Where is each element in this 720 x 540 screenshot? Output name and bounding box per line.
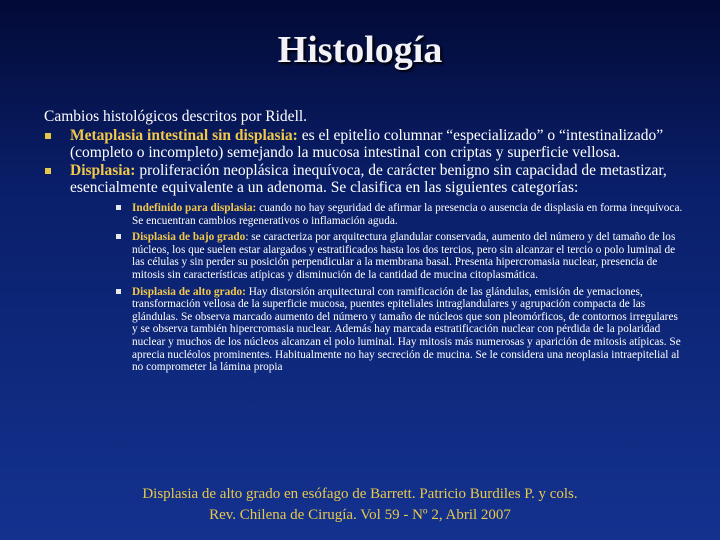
citation-line-1: Displasia de alto grado en esófago de Barrett. Patricio Burdiles P. y cols. — [142, 486, 578, 502]
sub-bullet-text: Hay distorsión arquitectural con ramificación de las glándulas, emisión de yemaciones, transformación vellosa de la superficie mucosa, puentes epiteliales intraglandulares y agrupación compacta de las glándulas. Se observa marcado aumento del número y tamaño de núcleos que son pleomórficos, de contornos irregulares y se observa también hipercromasia nuclear. Además hay marcada estratificación nuclear con pérdida de la polaridad nuclear y muchos de los núcleos alcanzan el polo luminal. Hay mitosis más numerosas y aparición de mitosis atípicas. Se aprecia nucléolos prominentes. Habitualmente no hay secreción de mucina. Se le considera una neoplasia intraepitelial al no comprometer la lámina propia — [132, 285, 681, 374]
square-bullet-icon — [116, 205, 121, 210]
square-bullet-icon — [116, 234, 121, 239]
bullet-displasia — [44, 162, 684, 196]
bullet-text: proliferación neoplásica inequívoca, de carácter benigno sin capacidad de metastizar, esencialmente equivalente a un adenoma. Se clasifica en las siguientes categorías: — [70, 162, 667, 196]
bullet-term: Displasia: — [70, 162, 136, 179]
sub-bullet-alto-grado — [116, 286, 686, 374]
intro-text: Cambios histológicos descritos por Ridell. — [44, 108, 308, 125]
bullet-metaplasia — [44, 127, 684, 161]
sub-bullet-text: cuando no hay seguridad de afirmar la presencia o ausencia de displasia en forma inequívoca. Se encuentran cambios regenerativos o inflamación aguda. — [132, 202, 683, 227]
square-bullet-icon — [45, 168, 51, 174]
bullet-term: Metaplasia intestinal sin displasia: — [70, 127, 298, 144]
sub-bullet-term: Displasia de bajo grado — [132, 231, 246, 244]
citation-line-2: Rev. Chilena de Cirugía. Vol 59 - Nº 2, Abril 2007 — [209, 507, 511, 523]
sub-bullet-term: Indefinido para displasia: — [132, 202, 257, 214]
sub-bullet-term: Displasia de alto grado: — [132, 285, 246, 298]
sub-bullet-bajo-grado — [116, 231, 686, 281]
sub-bullet-text: : se caracteriza por arquitectura glandular conservada, aumento del número y del tamaño de los núcleos, los que suelen estar alargados y estratificados hasta los dos tercios, pero sin alcanzar el tercio o polo luminal de las células y sin perder su posición perpendicular a la membrana basal. Presenta hipercromasia nuclear, presencia de mitosis sin características atípicas y disminución de la cantidad de mucina citoplasmática. — [132, 231, 676, 281]
slide-title: Histología — [277, 29, 443, 71]
bullet-text: es el epitelio columnar “especializado” o “intestinalizado” (completo o incompleto) semejando la mucosa intestinal con criptas y superficie vellosa. — [70, 127, 664, 161]
square-bullet-icon — [45, 133, 51, 139]
sub-bullet-list — [116, 202, 686, 374]
citation-footer — [0, 484, 720, 526]
sub-bullet-indefinido — [116, 202, 686, 227]
slide-content — [44, 108, 684, 378]
square-bullet-icon — [116, 289, 121, 294]
